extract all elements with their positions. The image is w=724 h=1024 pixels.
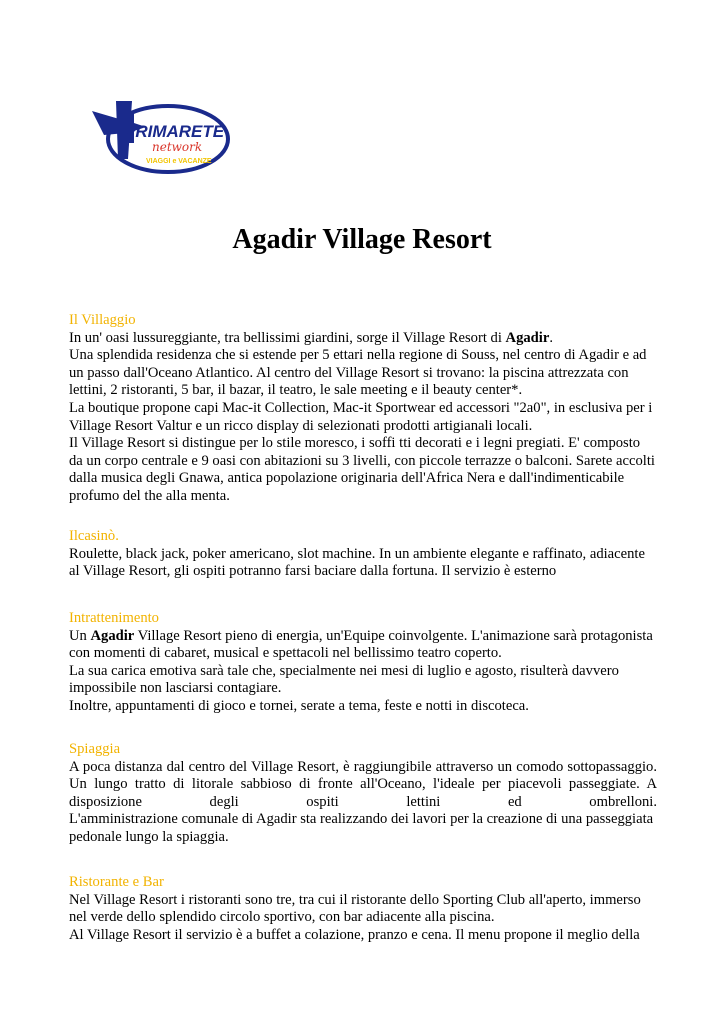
section-heading: Ristorante e Bar [69, 874, 164, 890]
section-heading: Intrattenimento [69, 610, 159, 626]
section-spiaggia [69, 741, 657, 847]
section-intrattenimento [69, 610, 657, 716]
bold-text: Agadir [505, 329, 550, 346]
paragraph: Una splendida residenza che si estende per 5 ettari nella regione di Souss, nel centro di Agadir e ad un passo dall'Oceano Atlantico. Al centro del Village Resort si trovano: la piscina attrezzata con lettini, 2 ristoranti, 5 bar, il bazar, il teatro, le sale meeting e il beauty center*. [69, 347, 647, 399]
bold-text: Agadir [90, 627, 135, 644]
paragraph: A poca distanza dal centro del Village Resort, è raggiungibile attraverso un comodo sottopassaggio. Un lungo tratto di litorale sabbioso di fronte all'Oceano, l'ideale per piacevoli passeggiate. A disposizione degli ospiti lettini ed ombrelloni. [69, 758, 657, 810]
paragraph [69, 628, 657, 663]
logo-graphic [86, 95, 232, 175]
section-heading: Spiaggia [69, 741, 121, 757]
document-title: Agadir Village Resort [232, 224, 492, 255]
paragraph: Il Village Resort si distingue per lo stile moresco, i soffi tti decorati e i legni pregiati. E' composto da un corpo centrale e 9 oasi con abitazioni su 3 livelli, con piccole terrazze o balconi. Sarete accolti dalla musica degli Gnawa, antica popolazione originaria dell'Africa Nera e dall'indimenticabile profumo del the alla menta. [69, 435, 655, 504]
paragraph: Roulette, black jack, poker americano, slot machine. In un ambiente elegante e raffinato, adiacente al Village Resort, gli ospiti potranno farsi baciare dalla fortuna. Il servizio è esterno [69, 545, 645, 580]
paragraph: Al Village Resort il servizio è a buffet a colazione, pranzo e cena. Il menu propone il meglio della [69, 926, 640, 943]
paragraph: L'amministrazione comunale di Agadir sta realizzando dei lavori per la creazione di una passeggiata pedonale lungo la spiaggia. [69, 811, 654, 845]
text-run: Village Resort pieno di energia, un'Equipe coinvolgente. L'animazione sarà protagonista con momenti di cabaret, musical e spettacoli nel bellissimo teatro coperto. [69, 627, 653, 662]
section-villaggio [69, 312, 657, 506]
paragraph [69, 330, 657, 348]
text-run: . [549, 329, 553, 346]
section-casino [69, 528, 657, 581]
paragraph: La sua carica emotiva sarà tale che, specialmente nei mesi di luglio e agosto, risulterà davvero impossibile non lasciarsi contagiare. [69, 662, 619, 697]
paragraph: La boutique propone capi Mac-it Collection, Mac-it Sportwear ed accessori "2a0", in esclusiva per i Village Resort Valtur e un ricco display di selezionati prodotti artigianali locali. [69, 399, 653, 434]
primarete-logo [86, 95, 232, 175]
text-run: Un [69, 627, 91, 644]
text-run: In un' oasi lussureggiante, tra bellissimi giardini, sorge il Village Resort di [69, 329, 506, 346]
section-ristorante [69, 874, 657, 944]
section-heading: Il Villaggio [69, 312, 136, 328]
logo-sub1: network [152, 140, 203, 154]
logo-brand: PRIMARETE [124, 122, 225, 141]
section-heading: Ilcasinò. [69, 528, 119, 544]
paragraph: Inoltre, appuntamenti di gioco e tornei, serate a tema, feste e notti in discoteca. [69, 697, 529, 714]
paragraph: Nel Village Resort i ristoranti sono tre, tra cui il ristorante dello Sporting Club all'aperto, immerso nel verde dello splendido circolo sportivo, con bar adiacente alla piscina. [69, 891, 641, 926]
logo-sub2: VIAGGI e VACANZE [146, 158, 212, 165]
